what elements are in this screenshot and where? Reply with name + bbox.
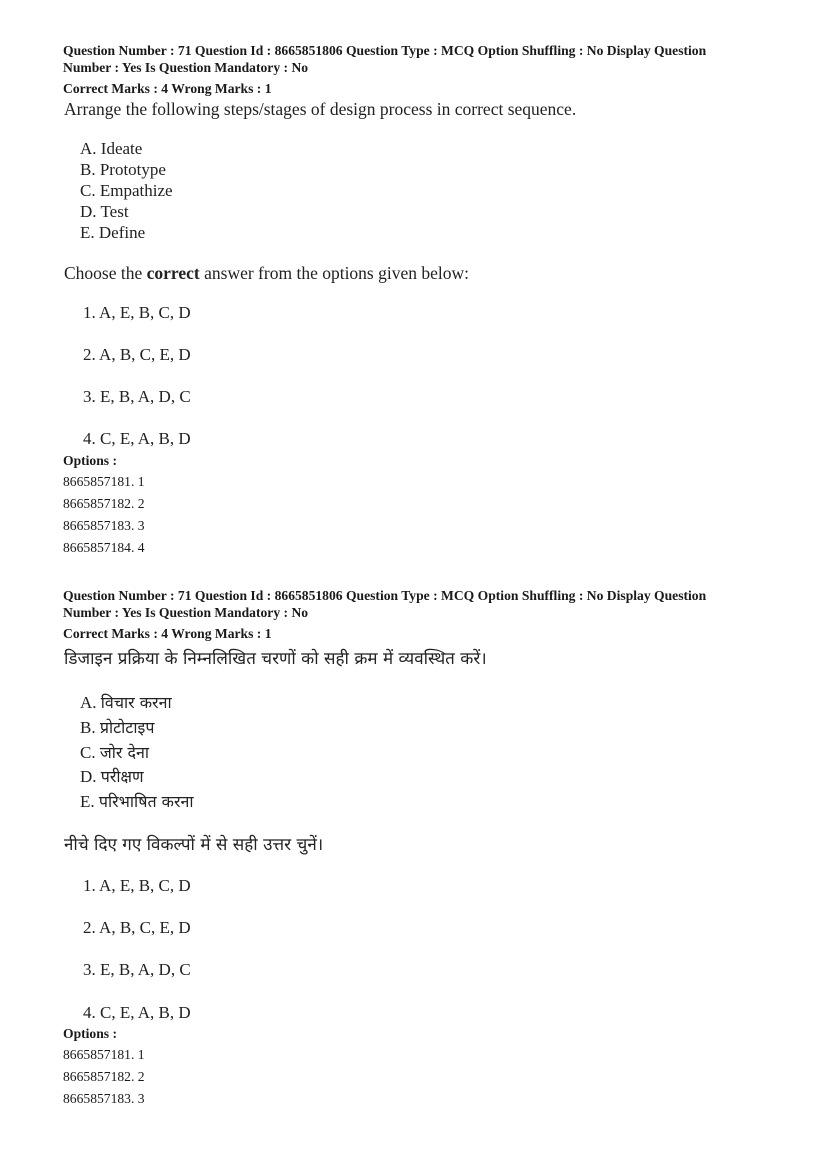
answer-choice: 2. A, B, C, E, D [83, 918, 191, 937]
question-text: डिजाइन प्रक्रिया के निम्नलिखित चरणों को सही क्रम में व्यवस्थित करें। [64, 649, 487, 669]
sequence-item: D. Test [80, 202, 129, 221]
options-label: Options : [63, 453, 118, 468]
question-text: Arrange the following steps/stages of design process in correct sequence. [64, 99, 577, 119]
option-id-row: 8665857183. 3 [63, 1091, 145, 1106]
option-id-row: 8665857184. 4 [63, 540, 145, 555]
options-label: Options : [63, 1026, 118, 1041]
question-meta-continued: Number : Yes Is Question Mandatory : No [63, 605, 309, 620]
option-id-row: 8665857182. 2 [63, 496, 145, 511]
answer-choice: 4. C, E, A, B, D [83, 429, 191, 448]
answer-choice: 2. A, B, C, E, D [83, 345, 191, 364]
answer-choice: 4. C, E, A, B, D [83, 1003, 191, 1022]
sequence-item: C. Empathize [80, 181, 173, 200]
option-id-row: 8665857182. 2 [63, 1069, 145, 1084]
marks-info: Correct Marks : 4 Wrong Marks : 1 [63, 81, 272, 96]
marks-info: Correct Marks : 4 Wrong Marks : 1 [63, 626, 272, 641]
sequence-item: A. विचार करना [80, 693, 172, 712]
question-meta: Question Number : 71 Question Id : 8665851806 Question Type : MCQ Option Shuffling : No Display Question [63, 588, 707, 603]
sequence-item: C. जोर देना [80, 743, 150, 762]
sequence-item: E. परिभाषित करना [80, 792, 194, 811]
sequence-item: D. परीक्षण [80, 767, 144, 786]
option-id-row: 8665857181. 1 [63, 1047, 145, 1062]
question-meta-continued: Number : Yes Is Question Mandatory : No [63, 60, 309, 75]
sequence-item: E. Define [80, 223, 146, 242]
answer-instruction: Choose the correct answer from the options given below: [64, 263, 470, 283]
answer-instruction: नीचे दिए गए विकल्पों में से सही उत्तर चुनें। [64, 835, 324, 855]
sequence-item: A. Ideate [80, 139, 143, 158]
question-meta: Question Number : 71 Question Id : 8665851806 Question Type : MCQ Option Shuffling : No Display Question [63, 43, 707, 58]
option-id-row: 8665857181. 1 [63, 474, 145, 489]
answer-choice: 1. A, E, B, C, D [83, 303, 191, 322]
sequence-item: B. प्रोटोटाइप [80, 718, 155, 737]
answer-choice: 3. E, B, A, D, C [83, 960, 191, 979]
sequence-item: B. Prototype [80, 160, 166, 179]
option-id-row: 8665857183. 3 [63, 518, 145, 533]
answer-choice: 3. E, B, A, D, C [83, 387, 191, 406]
answer-choice: 1. A, E, B, C, D [83, 876, 191, 895]
